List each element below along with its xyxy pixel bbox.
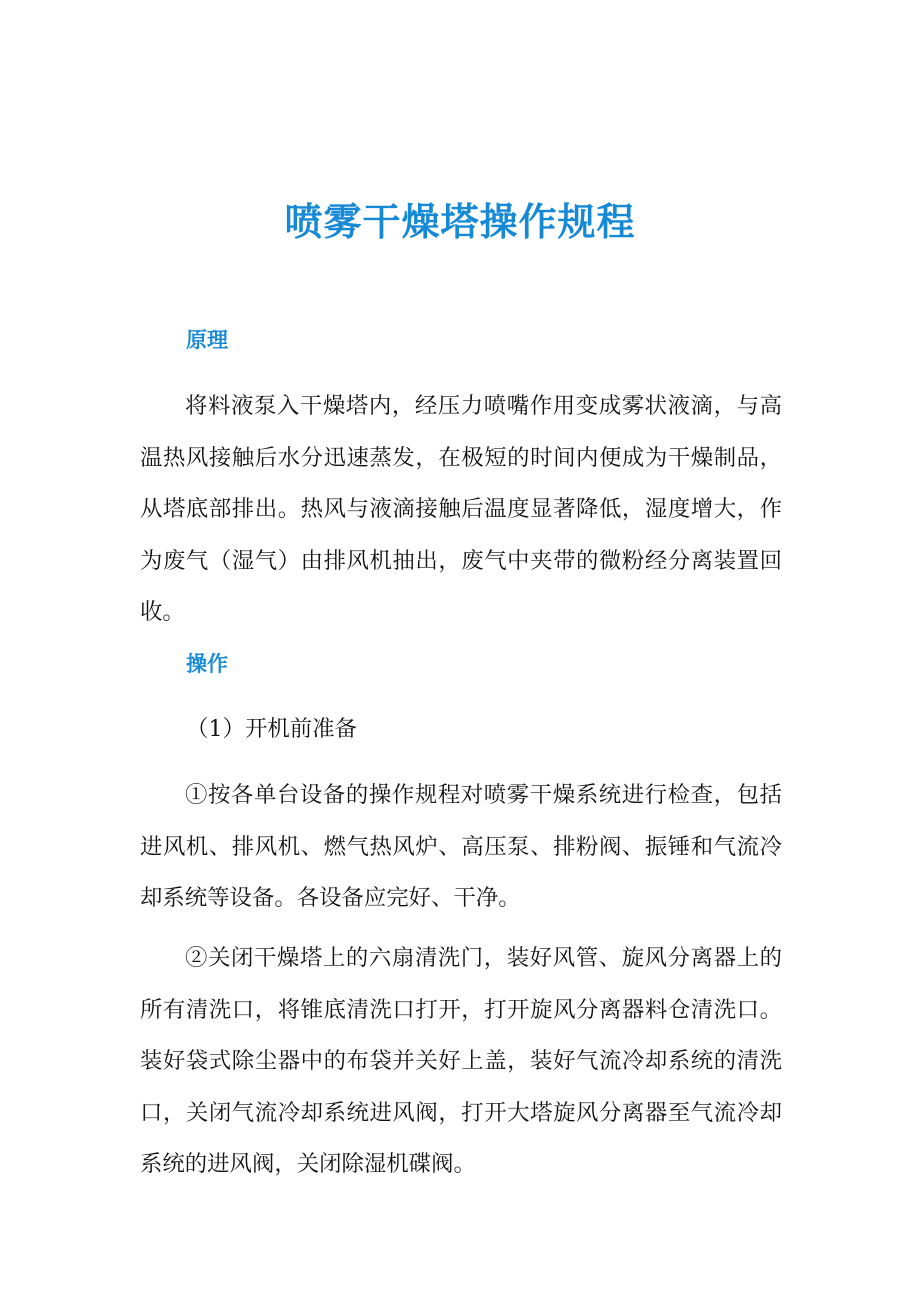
document-title: 喷雾干燥塔操作规程 <box>284 200 636 244</box>
section-heading-operation: 操作 <box>186 652 228 676</box>
section-heading-principle: 原理 <box>186 328 228 352</box>
subsection-heading-preparation: （1）开机前准备 <box>186 716 357 742</box>
preparation-step-2: ②关闭干燥塔上的六扇清洗门，装好风管、旋风分离器上的所有清洗口，将锥底清洗口打开，打开旋风分离器料仓清洗口。装好袋式除尘器中的布袋并关好上盖，装好气流冷却系统的清洗口，关闭气流冷却系统进风阀，打开大塔旋风分离器至气流冷却系统的进风阀，关闭除湿机碟阀。 <box>140 945 782 1177</box>
preparation-step-1: ①按各单台设备的操作规程对喷雾干燥系统进行检查，包括进风机、排风机、燃气热风炉、高压泵、排粉阀、振锤和气流冷却系统等设备。各设备应完好、干净。 <box>140 782 782 911</box>
principle-paragraph: 将料液泵入干燥塔内，经压力喷嘴作用变成雾状液滴，与高温热风接触后水分迅速蒸发，在极短的时间内便成为干燥制品，从塔底部排出。热风与液滴接触后温度显著降低，湿度增大，作为废气（湿气）由排风机抽出，废气中夹带的微粉经分离装置回收。 <box>140 393 782 625</box>
